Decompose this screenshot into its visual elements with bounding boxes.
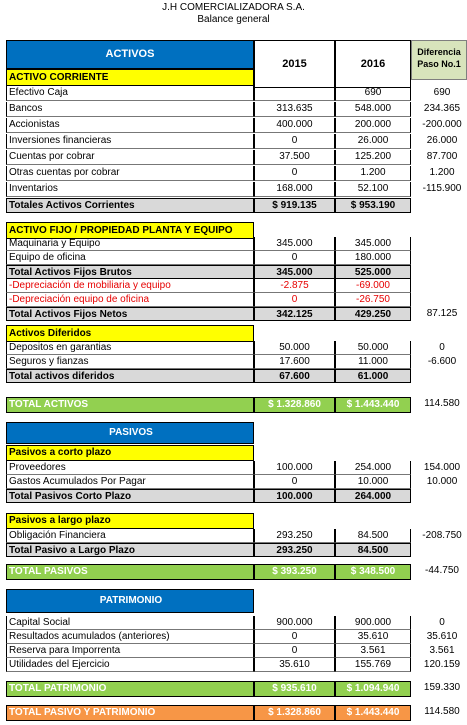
total-label: TOTAL ACTIVOS: [6, 397, 254, 413]
value-2016: 1.200: [335, 166, 411, 181]
total-2015: $ 393.250: [254, 564, 335, 580]
value-2015: 0: [254, 251, 335, 265]
value-2016: -69.000: [335, 279, 411, 293]
row-label: Resultados acumulados (anteriores): [6, 630, 254, 644]
value-2016: 200.000: [335, 118, 411, 133]
value-2015: 342.125: [254, 307, 335, 321]
value-2016: 548.000: [335, 102, 411, 117]
row-label: Maquinaria y Equipo: [6, 237, 254, 251]
value-2015: 0: [254, 134, 335, 149]
value-2015: 293.250: [254, 543, 335, 557]
value-2015: 35.610: [254, 658, 335, 672]
total-2015: $ 1.328.860: [254, 705, 335, 721]
row-label: -Depreciación de mobiliaria y equipo: [6, 279, 254, 293]
value-2016: -26.750: [335, 293, 411, 307]
row-label: Reserva para Imporrenta: [6, 644, 254, 658]
value-2016: 180.000: [335, 251, 411, 265]
row-label: Otras cuentas por cobrar: [6, 166, 254, 181]
row-label: Proveedores: [6, 461, 254, 475]
value-2015: 17.600: [254, 355, 335, 369]
table-row: [6, 166, 467, 181]
value-2016: 26.000: [335, 134, 411, 149]
pasivos-corto-title: [6, 445, 467, 461]
pasivos-title-label: PASIVOS: [6, 422, 254, 444]
difference-value: 87.700: [426, 151, 458, 162]
value-2015: 37.500: [254, 150, 335, 165]
value-2016: 10.000: [335, 475, 411, 489]
table-row: [6, 475, 467, 489]
difference-value: 690: [433, 87, 451, 98]
table-row: [6, 658, 467, 672]
total-difference: 114.580: [424, 706, 460, 717]
pasivos-largo-title-label: Pasivos a largo plazo: [6, 513, 254, 529]
pasivos-largo-total: [6, 543, 467, 557]
table-row: [6, 529, 467, 543]
difference-value: 120.159: [423, 659, 461, 670]
difference-value: -200.000: [422, 119, 462, 130]
depreciation-row: [6, 293, 467, 307]
value-2016: 52.100: [335, 182, 411, 197]
value-2016: 84.500: [335, 529, 411, 543]
value-2016: 61.000: [335, 369, 411, 383]
table-row: [6, 182, 467, 197]
total-2016: $ 1.443.440: [335, 397, 411, 413]
value-2015: 100.000: [254, 489, 335, 503]
row-label: -Depreciación equipo de oficina: [6, 293, 254, 307]
table-row: [6, 251, 467, 265]
difference-value: 87.125: [426, 308, 458, 319]
row-label: Cuentas por cobrar: [6, 150, 254, 165]
table-row: [6, 134, 467, 149]
value-2015: 345.000: [254, 237, 335, 251]
row-label: Equipo de oficina: [6, 251, 254, 265]
value-2016: 125.200: [335, 150, 411, 165]
pasivos-corto-total: [6, 489, 467, 503]
pasivos-title: [6, 422, 467, 444]
row-label: Total Activos Fijos Brutos: [6, 265, 254, 279]
difference-value: 0: [439, 617, 445, 628]
table-row: [6, 150, 467, 165]
value-2016: 35.610: [335, 630, 411, 644]
value-2016: $ 953.190: [335, 198, 411, 213]
table-row: [6, 341, 467, 355]
row-label: Bancos: [6, 102, 254, 117]
row-label: Obligación Financiera: [6, 529, 254, 543]
total-2016: $ 1.094.940: [335, 681, 411, 697]
total-label: TOTAL PASIVO Y PATRIMONIO: [6, 705, 254, 721]
value-2016: 264.000: [335, 489, 411, 503]
value-2015: 400.000: [254, 118, 335, 133]
row-label: Inventarios: [6, 182, 254, 197]
year-2015-header: 2015: [254, 40, 335, 88]
row-label: Gastos Acumulados Por Pagar: [6, 475, 254, 489]
row-label: Inversiones financieras: [6, 134, 254, 149]
activos-header-label: ACTIVOS: [105, 48, 155, 60]
total-2015: $ 1.328.860: [254, 397, 335, 413]
total-2015: $ 935.610: [254, 681, 335, 697]
difference-value: -115.900: [422, 183, 462, 194]
table-row: [6, 102, 467, 117]
total-difference: 159.330: [423, 682, 461, 693]
value-2015: 0: [254, 630, 335, 644]
value-2015: -2.875: [254, 279, 335, 293]
value-2015: 168.000: [254, 182, 335, 197]
difference-header: Diferencia Paso No.1: [411, 40, 467, 80]
value-2015: 0: [254, 166, 335, 181]
value-2015: 50.000: [254, 341, 335, 355]
row-label: Efectivo Caja: [6, 86, 254, 101]
activo-corriente-title-row: [6, 69, 254, 86]
value-2015: 67.600: [254, 369, 335, 383]
table-row: [6, 630, 467, 644]
row-label: Utilidades del Ejercicio: [6, 658, 254, 672]
row-label: Seguros y fianzas: [6, 355, 254, 369]
value-2015: 293.250: [254, 529, 335, 543]
value-2015: 345.000: [254, 265, 335, 279]
value-2015: 313.635: [254, 102, 335, 117]
activos-header: [6, 40, 254, 69]
activo-corriente-total: [6, 198, 467, 213]
difference-value: 3.561: [429, 645, 455, 656]
value-2016: 84.500: [335, 543, 411, 557]
value-2015: 0: [254, 293, 335, 307]
row-label: Accionistas: [6, 118, 254, 133]
difference-value: 35.610: [426, 631, 458, 642]
year-2016-header: 2016: [335, 40, 411, 88]
patrimonio-title-label: PATRIMONIO: [6, 589, 254, 613]
value-2016: 3.561: [335, 644, 411, 658]
total-pasivo-patrimonio-row: [6, 705, 467, 721]
table-row: [6, 118, 467, 133]
row-label: Totales Activos Corrientes: [6, 198, 254, 213]
table-row: [6, 86, 467, 101]
value-2016: 254.000: [335, 461, 411, 475]
row-label: Total Pasivos Corto Plazo: [6, 489, 254, 503]
table-row: [6, 461, 467, 475]
value-2016: 50.000: [335, 341, 411, 355]
company-name: J.H COMERCIALIZADORA S.A.: [162, 2, 305, 13]
row-label: Depositos en garantias: [6, 341, 254, 355]
total-patrimonio-row: [6, 681, 467, 697]
difference-value: 10.000: [426, 476, 458, 487]
difference-value: 234.365: [423, 103, 461, 114]
difference-value: 1.200: [429, 167, 455, 178]
difference-value: 0: [439, 342, 445, 353]
activo-fijo-title-label: ACTIVO FIJO / PROPIEDAD PLANTA Y EQUIPO: [6, 222, 254, 239]
total-activos-row: [6, 397, 467, 413]
pasivos-largo-title: [6, 513, 467, 529]
row-label: Total activos diferidos: [6, 369, 254, 383]
value-2016: 155.769: [335, 658, 411, 672]
value-2015: 0: [254, 644, 335, 658]
activo-corriente-title: ACTIVO CORRIENTE: [6, 69, 254, 86]
value-2015: 900.000: [254, 616, 335, 630]
value-2016: 429.250: [335, 307, 411, 321]
difference-value: -6.600: [427, 356, 457, 367]
row-label: Total Activos Fijos Netos: [6, 307, 254, 321]
table-row: [6, 616, 467, 630]
row-label: Total Pasivo a Largo Plazo: [6, 543, 254, 557]
value-2016: 690: [335, 86, 411, 101]
report-subtitle: Balance general: [197, 14, 270, 25]
value-2016: 11.000: [335, 355, 411, 369]
total-label: TOTAL PASIVOS: [6, 564, 254, 580]
total-pasivos-row: [6, 564, 467, 580]
activos-diferidos-title-label: Activos Diferidos: [6, 325, 254, 342]
total-label: TOTAL PATRIMONIO: [6, 681, 254, 697]
patrimonio-title: [6, 589, 467, 613]
total-2016: $ 348.500: [335, 564, 411, 580]
value-2015: 0: [254, 475, 335, 489]
total-difference: -44.750: [425, 565, 459, 576]
activo-fijo-netos: [6, 307, 467, 321]
difference-value: 26.000: [426, 135, 458, 146]
row-label: Capital Social: [6, 616, 254, 630]
difference-value: 154.000: [423, 462, 461, 473]
activo-fijo-brutos: [6, 265, 467, 279]
pasivos-corto-title-label: Pasivos a corto plazo: [6, 445, 254, 461]
value-2016: 525.000: [335, 265, 411, 279]
table-row: [6, 644, 467, 658]
value-2015: 100.000: [254, 461, 335, 475]
table-row: [6, 237, 467, 251]
activos-diferidos-total: [6, 369, 467, 383]
table-row: [6, 355, 467, 369]
total-difference: 114.580: [424, 398, 460, 409]
difference-value: -208.750: [422, 530, 462, 541]
activos-diferidos-title: [6, 325, 467, 342]
value-2016: 345.000: [335, 237, 411, 251]
total-2016: $ 1.443.440: [335, 705, 411, 721]
value-2016: 900.000: [335, 616, 411, 630]
value-2015: [254, 86, 335, 101]
value-2015: $ 919.135: [254, 198, 335, 213]
depreciation-row: [6, 279, 467, 293]
